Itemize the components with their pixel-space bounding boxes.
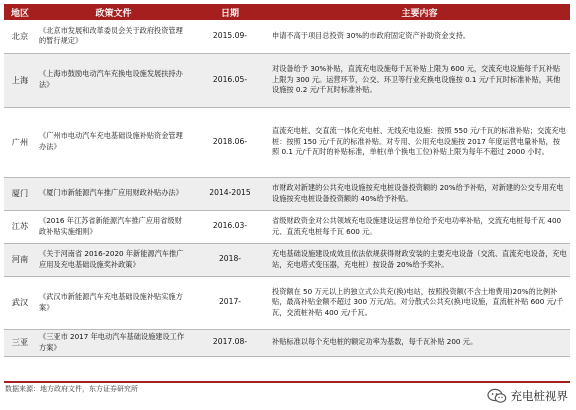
region-cell: 武汉 [4, 276, 36, 329]
region-cell: 上海 [4, 53, 36, 107]
policy-table [4, 4, 570, 357]
date-cell: 2018.06- [191, 107, 269, 177]
policy-file-cell: 《2016 年江苏省新能源汽车推广应用省级财政补贴实施细则》 [36, 210, 191, 243]
table-row [4, 329, 570, 356]
policy-file-cell: 《北京市发展和改革委员会关于政府投资管理的暂行规定》 [36, 20, 191, 53]
policy-file-cell: 《关于河南省 2016-2020 年新能源汽车推广应用及充电基础设施奖补政策》 [36, 243, 191, 276]
header-date: 日期 [191, 4, 269, 20]
date-cell: 2017.08- [191, 329, 269, 356]
content-cell: 补贴标准以每个充电桩的额定功率为基数，每千瓦补贴 200 元。 [269, 329, 570, 356]
header-region: 地区 [4, 4, 36, 20]
content-cell: 充电基础设施建设成效且依法依规获得财政安装的主要充电设备（交流、直流充电设备，充电站，充电塔式变压器，充电桩）按设备 20%给予奖补。 [269, 243, 570, 276]
region-cell: 三亚 [4, 329, 36, 356]
content-cell: 直流充电桩、交直流一体化充电桩、无线充电设施：按照 550 元/千瓦的标准补贴；交流充电桩：按照 150 元/千瓦的标准补贴。对专用、公用充电设施按 2017 年度运营电量补贴，按照 0.1 元/千瓦时的补贴标准，单桩(单个换电工位)补贴上限为每年不超过 2000 小时。 [269, 107, 570, 177]
footer-divider [4, 381, 570, 383]
policy-table-container [4, 4, 570, 357]
region-cell: 江苏 [4, 210, 36, 243]
policy-file-cell: 《上海市鼓励电动汽车充换电设施发展扶持办法》 [36, 53, 191, 107]
table-row [4, 53, 570, 107]
table-row [4, 243, 570, 276]
content-cell: 申请不高于项目总投资 30%的市政府固定资产补助资金支持。 [269, 20, 570, 53]
data-source-note: 数据来源：地方政府文件，东方证券研究所 [5, 385, 138, 393]
region-cell: 河南 [4, 243, 36, 276]
watermark-text: 充电桩视界 [510, 389, 568, 403]
table-row [4, 210, 570, 243]
date-cell: 2017- [191, 276, 269, 329]
table-row [4, 20, 570, 53]
region-cell: 广州 [4, 107, 36, 177]
content-cell: 对设备给予 30%补贴，直流充电设施每千瓦补贴上限为 600 元，交流充电设施每千瓦补贴上限为 300 元。运营环节，公交、环卫等行业充换电设施按 0.1 元/千瓦时标准补贴，其他设施按 0.2 元/千瓦时标准补贴。 [269, 53, 570, 107]
policy-file-cell: 《武汉市新能源汽车充电基础设施补贴实施方案》 [36, 276, 191, 329]
date-cell: 2016.03- [191, 210, 269, 243]
watermark [487, 388, 569, 404]
region-cell: 厦门 [4, 177, 36, 210]
wechat-icon [487, 388, 507, 404]
date-cell: 2014-2015 [191, 177, 269, 210]
date-cell: 2016.05- [191, 53, 269, 107]
date-cell: 2018- [191, 243, 269, 276]
region-cell: 北京 [4, 20, 36, 53]
content-cell: 省级财政资金对公共领域充电设施建设运营单位给予充电功率补贴，交流充电桩每千瓦 400 元、直流充电桩每千瓦 600 元。 [269, 210, 570, 243]
policy-file-cell: 《厦门市新能源汽车推广应用财政补贴办法》 [36, 177, 191, 210]
content-cell: 市财政对新建的公共充电设施按充电桩设备投资额的 20%给予补贴，对新建的公交专用充电设施按充电桩设备投资额的 40%给予补贴。 [269, 177, 570, 210]
policy-file-cell: 《三亚市 2017 年电动汽车基础设施建设工作方案》 [36, 329, 191, 356]
policy-file-cell: 《广州市电动汽车充电基础设施补贴资金管理办法》 [36, 107, 191, 177]
table-header-row [4, 4, 570, 20]
content-cell: 投资额在 50 万元以上的独立式公共充(换)电站，按照投资额(不含土地费用)20%的比例补贴，最高补贴金额不超过 300 万元/站。对分散式公共充(换)电设施，直流桩补贴 600 元/千瓦，交流桩补贴 400 元/千瓦。 [269, 276, 570, 329]
table-row [4, 276, 570, 329]
date-cell: 2015.09- [191, 20, 269, 53]
header-main-content: 主要内容 [269, 4, 570, 20]
header-policy-file: 政策文件 [36, 4, 191, 20]
table-row [4, 107, 570, 177]
table-row [4, 177, 570, 210]
